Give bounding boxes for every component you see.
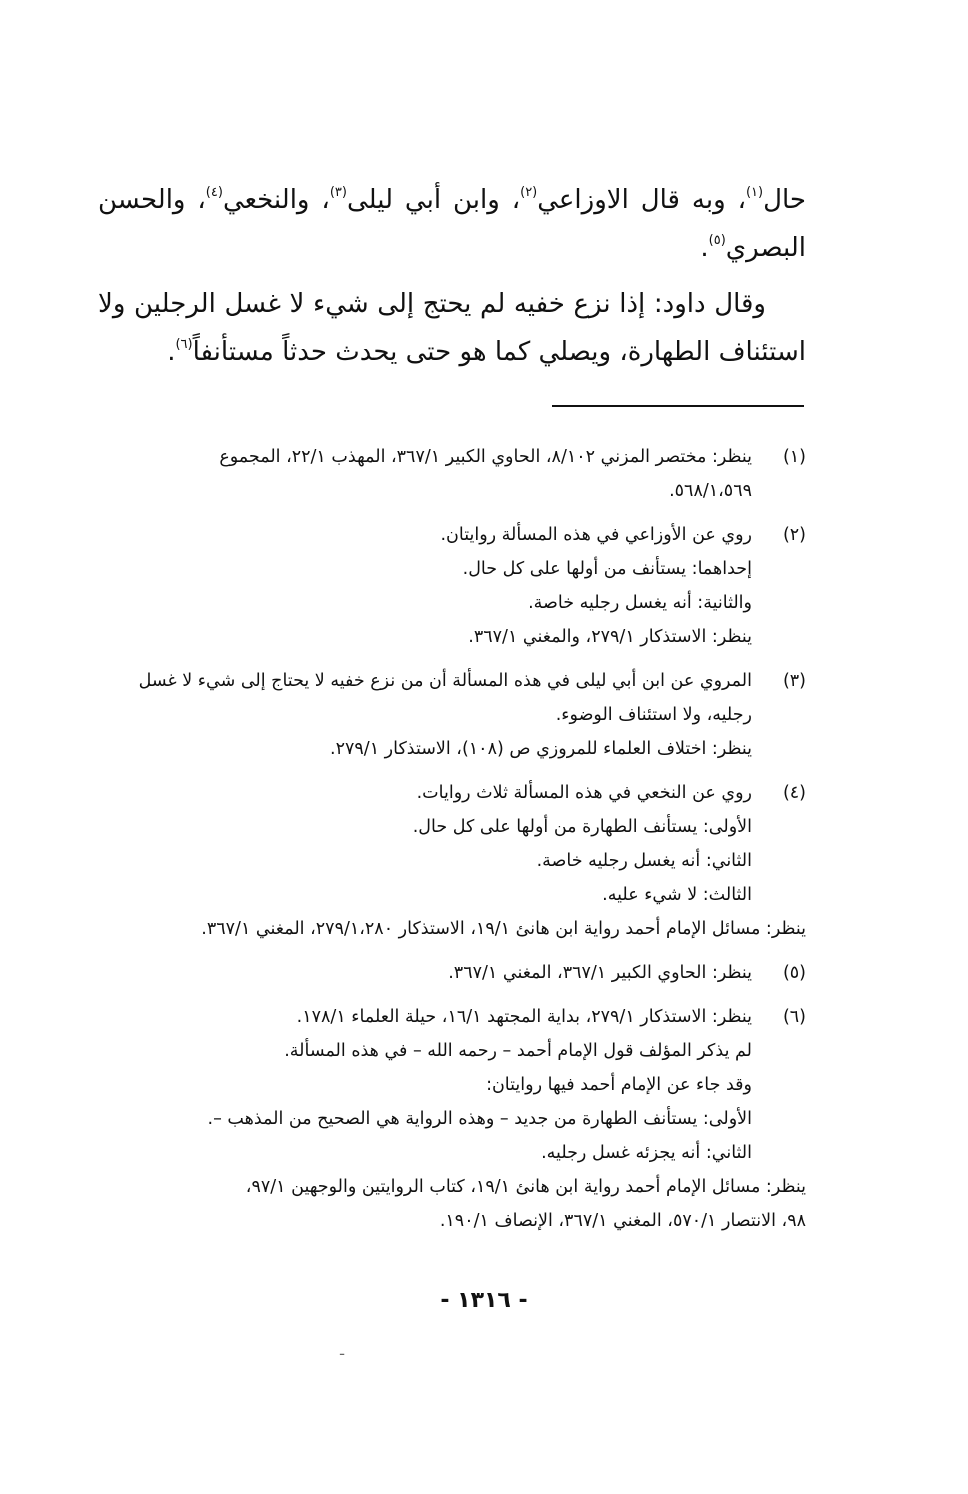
footnote-line: إحداهما: يستأنف من أولها على كل حال. bbox=[462, 559, 752, 579]
footnote-ref-5: (٥) bbox=[708, 233, 726, 249]
footnote bbox=[98, 664, 806, 766]
footnotes bbox=[98, 440, 806, 1248]
main-text-segment: حال bbox=[763, 185, 806, 215]
footnote-number: (٢) bbox=[782, 525, 806, 545]
footnote bbox=[98, 776, 806, 946]
footnote-line: ينظر: اختلاف العلماء للمروزي ص (١٠٨)، الاستذكار ٢٧٩/١. bbox=[330, 739, 752, 759]
footnote-line: وقد جاء عن الإمام أحمد فيها روايتان: bbox=[486, 1075, 752, 1095]
footnote-line: الأولى: يستأنف الطهارة من جديد – وهذه الرواية هي الصحيح من المذهب –. bbox=[207, 1109, 752, 1129]
footnote bbox=[98, 440, 806, 508]
scan-mark: ـ bbox=[340, 1343, 345, 1359]
footnote-line: ينظر: الحاوي الكبير ٣٦٧/١، المغني ٣٦٧/١. bbox=[448, 963, 752, 983]
main-text-segment: ، والنخعي bbox=[222, 185, 330, 215]
footnote-line: ينظر: الاستذكار ٢٧٩/١، بداية المجتهد ١٦/١، حيلة العلماء ١٧٨/١. bbox=[296, 1007, 752, 1027]
footnote bbox=[98, 956, 806, 990]
main-text-segment: ، وبه قال الاوزاعي bbox=[537, 185, 746, 215]
footnote-line: ٥٦٨/١،٥٦٩. bbox=[669, 481, 752, 501]
footnote-ref-1: (١) bbox=[745, 185, 764, 201]
footnote-line: ينظر: مختصر المزني ٨/١٠٢، الحاوي الكبير ٣٦٧/١، المهذب ٢٢/١، المجموع bbox=[219, 447, 752, 467]
footnote bbox=[98, 1000, 806, 1238]
footnote-line: ينظر: مسائل الإمام أحمد رواية ابن هانئ ١٩/١، الاستذكار ٢٧٩/١،٢٨٠، المغني ٣٦٧/١. bbox=[201, 919, 806, 939]
footnote-separator bbox=[552, 405, 804, 407]
main-text-segment: . bbox=[700, 233, 709, 263]
page-number: - ١٣١٦ - bbox=[440, 1288, 528, 1313]
footnote-line: لم يذكر المؤلف قول الإمام أحمد – رحمه الله – في هذه المسألة. bbox=[284, 1041, 752, 1061]
footnote bbox=[98, 518, 806, 654]
main-text bbox=[98, 176, 806, 376]
footnote-ref-2: (٢) bbox=[520, 185, 538, 201]
main-text-segment: ، والحسن البصري bbox=[98, 185, 806, 263]
footnote-ref-6: (٦) bbox=[175, 337, 193, 353]
footnote-ref-4: (٤) bbox=[205, 185, 223, 201]
footnote-line: روي عن الأوزاعي في هذه المسألة روايتان. bbox=[440, 525, 752, 545]
footnote-number: (٥) bbox=[782, 963, 806, 983]
main-text-segment: . bbox=[167, 337, 176, 367]
footnote-line: الثاني: أنه يجزئه غسل رجليه. bbox=[541, 1143, 752, 1163]
footnote-number: (٦) bbox=[782, 1007, 806, 1027]
footnote-number: (١) bbox=[782, 447, 806, 467]
footnote-line: المروي عن ابن أبي ليلى في هذه المسألة أن من نزع خفيه لا يحتاج إلى شيء لا غسل bbox=[138, 671, 752, 691]
footnote-line: ٩٨، الانتصار ٥٧٠/١، المغني ٣٦٧/١، الإنصاف ١٩٠/١. bbox=[439, 1211, 806, 1231]
footnote-line: ينظر: الاستذكار ٢٧٩/١، والمغني ٣٦٧/١. bbox=[468, 627, 752, 647]
main-text-segment: ، وابن أبي ليلى bbox=[346, 185, 521, 215]
footnote-line: رجليه، ولا استئناف الوضوء. bbox=[555, 705, 752, 725]
footnote-ref-3: (٣) bbox=[329, 185, 347, 201]
footnote-number: (٤) bbox=[782, 783, 806, 803]
main-paragraph-2 bbox=[98, 280, 806, 376]
footnote-line: ينظر: مسائل الإمام أحمد رواية ابن هانئ ١٩/١، كتاب الروايتين والوجهين ٩٧/١، bbox=[245, 1177, 806, 1197]
footnote-line: والثانية: أنه يغسل رجليه خاصة. bbox=[528, 593, 752, 613]
footnote-line: روي عن النخعي في هذه المسألة ثلاث روايات. bbox=[416, 783, 752, 803]
main-text-segment: وقال داود: إذا نزع خفيه لم يحتج إلى شيء لا غسل الرجلين ولا استئناف الطهارة، ويصلي كما هو حتى يحدث حدثاً مستأنفاً bbox=[98, 289, 806, 367]
footnote-line: الأولى: يستأنف الطهارة من أولها على كل حال. bbox=[412, 817, 752, 837]
main-paragraph-1 bbox=[98, 176, 806, 272]
footnote-line: الثاني: أنه يغسل رجليه خاصة. bbox=[536, 851, 752, 871]
footnote-line: الثالث: لا شيء عليه. bbox=[602, 885, 752, 905]
footnote-number: (٣) bbox=[782, 671, 806, 691]
